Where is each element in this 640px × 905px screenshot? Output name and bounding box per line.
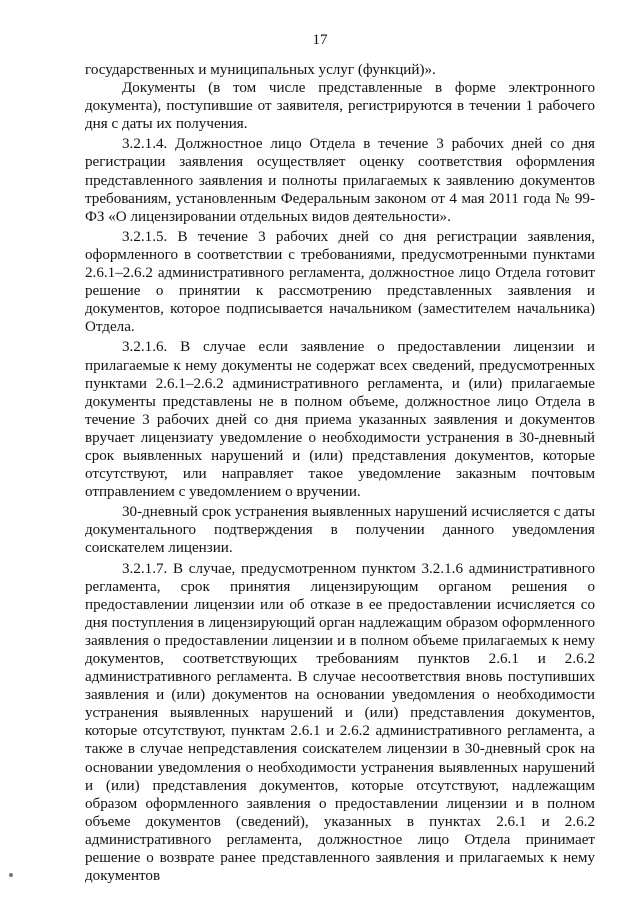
paragraph-documents-registration: Документы (в том числе представленные в форме электронного документа), поступившие от заявителя, регистрируются в течении 1 рабочего дня с даты их получения. [85,80,595,133]
paragraph-3-2-1-5: 3.2.1.5. В течение 3 рабочих дней со дня регистрации заявления, оформленного в соответствии с требованиями, предусмотренными пунктами 2.6.1–2.6.2 административного регламента, должностное лицо Отдела готовит решение о принятии к рассмотрению представленных заявления и документов, которое подписывается начальником (заместителем начальника) Отдела. [85,228,595,336]
page-number: 17 [312,32,328,48]
body-text [85,61,595,885]
paragraph-3-2-1-4: 3.2.1.4. Должностное лицо Отдела в течение 3 рабочих дней со дня регистрации заявления осуществляет оценку соответствия оформления представленного заявления и полноты прилагаемых к заявлению документов требованиям, установленным Федеральным законом от 4 мая 2011 года № 99-ФЗ «О лицензировании отдельных видов деятельности». [85,136,595,225]
paragraph-continuation: государственных и муниципальных услуг (функций)». [85,62,436,78]
paragraph-3-2-1-6: 3.2.1.6. В случае если заявление о предоставлении лицензии и прилагаемые к нему документы не содержат всех сведений, предусмотренных пунктами 2.6.1–2.6.2 административного регламента, и (или) прилагаемые документы представлены не в полном объеме, должностное лицо Отдела в течение 3 рабочих дней со дня приема указанных заявления и документов вручает лицензиату уведомление о необходимости устранения в 30-дневный срок выявленных нарушений и (или) представления документов, которые отсутствуют, или направляет такое уведомление заказным почтовым отправлением с уведомлением о вручении. [85,339,595,501]
scan-dot [9,873,13,877]
paragraph-3-2-1-7: 3.2.1.7. В случае, предусмотренном пунктом 3.2.1.6 административного регламента, срок принятия лицензирующим органом решения о предоставлении лицензии или об отказе в ее предоставлении исчисляется со дня поступления в лицензирующий орган надлежащим образом оформленного заявления о предоставлении лицензии и в полном объеме прилагаемых к нему документов, соответствующих требованиям пунктов 2.6.1 и 2.6.2 административного регламента. В случае несоответствия вновь поступивших заявления и (или) документов на основании уведомления о необходимости устранения выявленных нарушений и (или) представления документов, которые отсутствуют, пунктам 2.6.1 и 2.6.2 административного регламента, а также в случае непредставления соискателем лицензии в 30-дневный срок на основании уведомления о необходимости устранения выявленных нарушений и (или) представления документов, которые отсутствуют, надлежащим образом оформленного заявления о предоставлении лицензии и в полном объеме документов (сведений), указанных в пунктах 2.6.1 и 2.6.2 административного регламента, должностное лицо Отдела принимает решение о возврате ранее представленного заявления и прилагаемых к нему документов [85,560,595,885]
paragraph-30-day-term: 30-дневный срок устранения выявленных нарушений исчисляется с даты документального подтверждения в получении данного уведомления соискателем лицензии. [85,504,595,557]
